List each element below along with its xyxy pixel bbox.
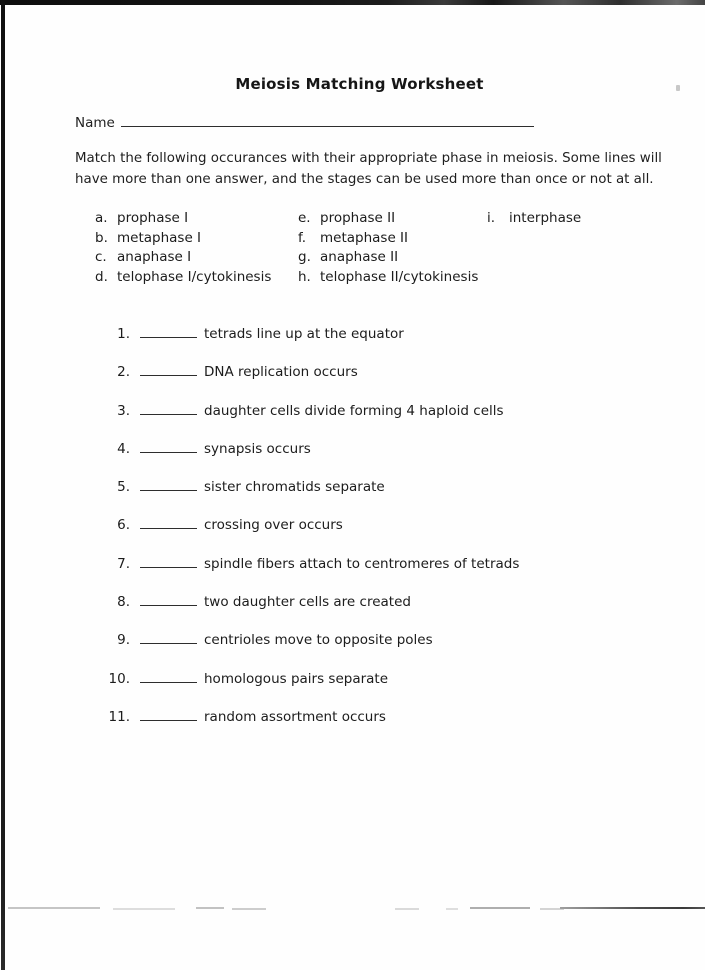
question-number: 3. bbox=[117, 402, 130, 419]
option-label: metaphase II bbox=[320, 229, 409, 246]
answer-blank bbox=[140, 706, 197, 721]
question-row bbox=[105, 438, 665, 456]
scan-line-segment bbox=[196, 907, 224, 909]
option-letter: d. bbox=[95, 268, 108, 285]
answer-blank bbox=[140, 553, 197, 568]
option-letter: c. bbox=[95, 249, 107, 265]
instructions bbox=[75, 149, 690, 190]
option-letter: i. bbox=[487, 210, 496, 226]
answer-blank bbox=[140, 476, 197, 491]
name-label: Name bbox=[75, 115, 115, 131]
answer-blank bbox=[140, 629, 197, 644]
option-letter: a. bbox=[95, 210, 108, 226]
question-number: 11. bbox=[108, 708, 130, 725]
option-label: prophase II bbox=[320, 210, 396, 226]
question-text: spindle fibers attach to centromeres of tetrads bbox=[204, 555, 520, 572]
question-row bbox=[105, 553, 665, 571]
word-bank-column-1 bbox=[95, 209, 271, 287]
answer-blank bbox=[140, 438, 197, 453]
instructions-line-1: Match the following occurances with their appropriate phase in meiosis. Some lines will bbox=[75, 151, 662, 166]
question-row bbox=[105, 706, 665, 724]
question-number: 5. bbox=[117, 479, 130, 496]
question-text: sister chromatids separate bbox=[204, 479, 385, 496]
question-text: tetrads line up at the equator bbox=[204, 326, 404, 342]
option-letter: b. bbox=[95, 229, 108, 246]
question-number: 7. bbox=[117, 555, 130, 572]
scan-line-segment bbox=[395, 908, 419, 910]
scan-artifact-top-edge bbox=[0, 0, 705, 5]
question-list bbox=[105, 323, 665, 744]
question-row bbox=[105, 591, 665, 609]
question-text: two daughter cells are created bbox=[204, 594, 411, 611]
question-row bbox=[105, 361, 665, 379]
word-bank-item bbox=[298, 209, 478, 229]
question-number: 10. bbox=[108, 670, 130, 687]
option-label: anaphase II bbox=[320, 249, 399, 265]
answer-blank bbox=[140, 323, 197, 338]
question-text: DNA replication occurs bbox=[204, 364, 358, 381]
word-bank-item bbox=[298, 268, 478, 288]
word-bank-column-3 bbox=[487, 209, 581, 229]
scan-line-segment bbox=[8, 907, 100, 909]
question-text: centrioles move to opposite poles bbox=[204, 632, 433, 649]
option-letter: f. bbox=[298, 229, 307, 246]
question-text: daughter cells divide forming 4 haploid cells bbox=[204, 402, 504, 419]
question-number: 8. bbox=[117, 594, 130, 611]
word-bank-item bbox=[487, 209, 581, 229]
answer-blank bbox=[140, 361, 197, 376]
option-label: metaphase I bbox=[117, 229, 202, 246]
scan-line-segment bbox=[446, 908, 458, 910]
answer-blank bbox=[140, 400, 197, 415]
question-text: synapsis occurs bbox=[204, 440, 311, 457]
question-number: 2. bbox=[117, 364, 130, 381]
question-row bbox=[105, 668, 665, 686]
word-bank-item bbox=[95, 268, 271, 288]
word-bank-item bbox=[95, 229, 271, 249]
question-text: crossing over occurs bbox=[204, 517, 343, 534]
option-letter: e. bbox=[298, 210, 311, 226]
word-bank-item bbox=[298, 229, 478, 249]
option-label: interphase bbox=[509, 210, 582, 226]
question-row bbox=[105, 323, 665, 341]
question-number: 6. bbox=[117, 517, 130, 534]
option-label: anaphase I bbox=[117, 249, 192, 265]
question-row bbox=[105, 514, 665, 532]
scan-artifact-left-edge bbox=[1, 0, 5, 970]
answer-blank bbox=[140, 591, 197, 606]
question-row bbox=[105, 400, 665, 418]
question-text: homologous pairs separate bbox=[204, 670, 389, 687]
question-text: random assortment occurs bbox=[204, 708, 386, 725]
option-label: telophase I/cytokinesis bbox=[117, 268, 272, 285]
question-number: 1. bbox=[117, 326, 130, 342]
answer-blank bbox=[140, 514, 197, 529]
scan-line-segment bbox=[470, 907, 530, 909]
word-bank-item bbox=[95, 209, 271, 229]
word-bank-column-2 bbox=[298, 209, 478, 287]
word-bank-item bbox=[298, 248, 478, 268]
page-title: Meiosis Matching Worksheet bbox=[235, 75, 484, 93]
option-letter: h. bbox=[298, 268, 311, 285]
option-letter: g. bbox=[298, 249, 311, 265]
instructions-line-2: have more than one answer, and the stages can be used more than once or not at all. bbox=[75, 171, 654, 187]
name-blank-line bbox=[121, 112, 534, 127]
option-label: telophase II/cytokinesis bbox=[320, 268, 479, 285]
question-number: 9. bbox=[117, 632, 130, 649]
word-bank-item bbox=[95, 248, 271, 268]
name-row bbox=[75, 112, 534, 132]
question-row bbox=[105, 476, 665, 494]
answer-blank bbox=[140, 668, 197, 683]
question-row bbox=[105, 629, 665, 647]
scan-line-segment bbox=[113, 908, 175, 910]
question-number: 4. bbox=[117, 440, 130, 457]
option-label: prophase I bbox=[117, 210, 189, 226]
scan-line-segment bbox=[560, 907, 705, 909]
scan-line-segment bbox=[232, 908, 266, 910]
